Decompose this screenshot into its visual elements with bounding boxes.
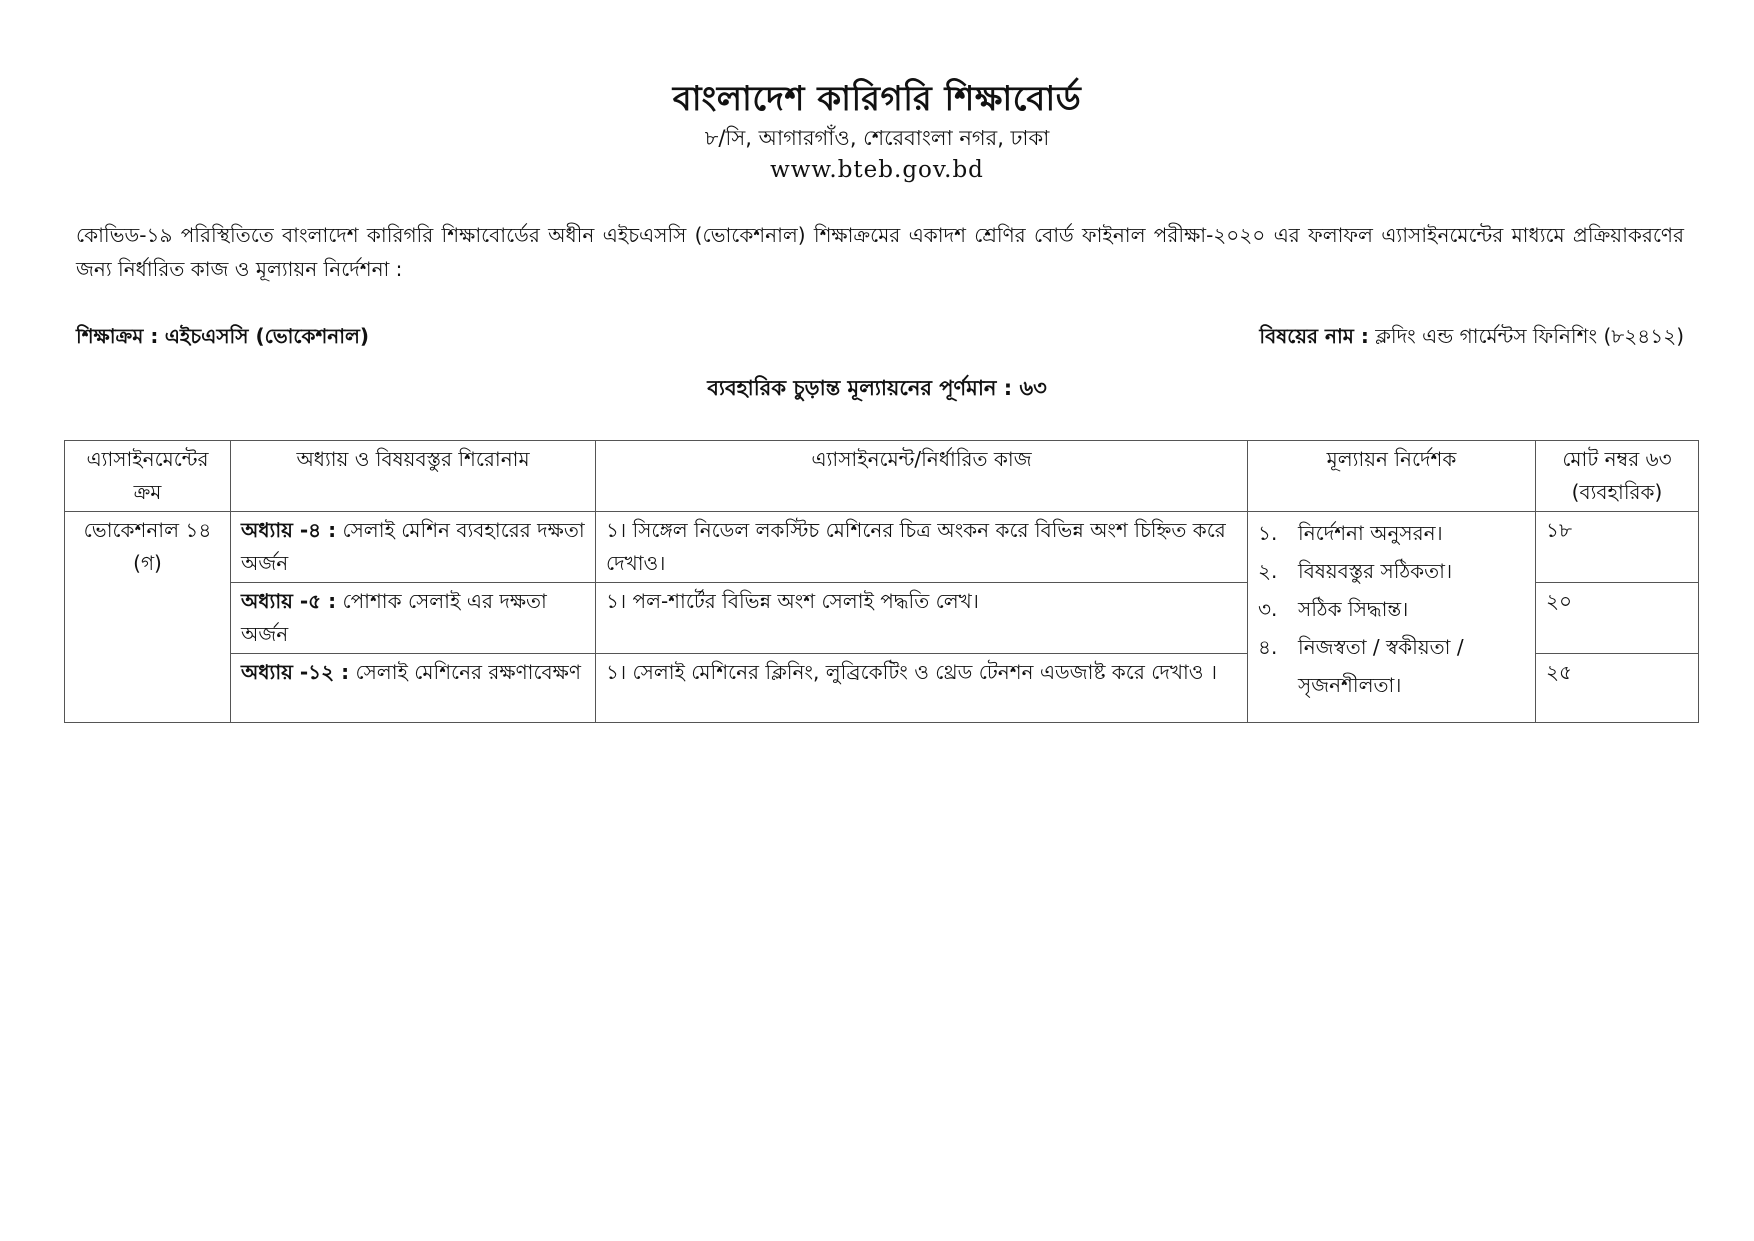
subject-info xyxy=(1259,320,1684,352)
marks-cell: ২০ xyxy=(1536,583,1699,654)
list-item xyxy=(1258,590,1525,628)
intro-paragraph: কোভিড-১৯ পরিস্থিতিতে বাংলাদেশ কারিগরি শিক্ষাবোর্ডের অধীন এইচএসসি (ভোকেশনাল) শিক্ষাক্রমের একাদশ শ্রেণির বোর্ড ফাইনাল পরীক্ষা-২০২০ এর ফলাফল এ্যাসাইনমেন্টের মাধ্যমে প্রক্রিয়াকরণের জন্য নির্ধারিত কাজ ও মূল্যায়ন নির্দেশনা : xyxy=(76,223,1684,281)
document-header xyxy=(0,76,1754,186)
header-criteria: মূল্যায়ন নির্দেশক xyxy=(1248,441,1536,512)
chapter-label: অধ্যায় -১২ : xyxy=(241,660,350,684)
curriculum-info xyxy=(76,320,369,352)
criteria-text: সঠিক সিদ্ধান্ত। xyxy=(1298,597,1409,621)
marks-cell: ২৫ xyxy=(1536,654,1699,723)
criteria-number: ৪. xyxy=(1258,635,1278,659)
chapter-cell xyxy=(231,512,596,583)
header-serial: এ্যাসাইনমেন্টের ক্রম xyxy=(65,441,231,512)
list-item xyxy=(1258,552,1525,590)
criteria-number: ৩. xyxy=(1258,597,1278,621)
chapter-label: অধ্যায় -৪ : xyxy=(241,518,337,542)
list-item xyxy=(1258,628,1525,704)
criteria-cell xyxy=(1248,512,1536,723)
subject-value: ক্লদিং এন্ড গার্মেন্টস ফিনিশিং (৮২৪১২) xyxy=(1375,324,1684,348)
criteria-number: ২. xyxy=(1258,559,1278,583)
org-address: ৮/সি, আগারগাঁও, শেরেবাংলা নগর, ঢাকা xyxy=(704,126,1050,150)
chapter-label: অধ্যায় -৫ : xyxy=(241,589,337,613)
org-website: www.bteb.gov.bd xyxy=(770,157,984,183)
marks-cell: ১৮ xyxy=(1536,512,1699,583)
curriculum-value: এইচএসসি (ভোকেশনাল) xyxy=(164,324,370,348)
header-marks: মোট নম্বর ৬৩ (ব্যবহারিক) xyxy=(1536,441,1699,512)
task-cell: ১। সেলাই মেশিনের ক্লিনিং, লুব্রিকেটিং ও থ্রেড টেনশন এডজাষ্ট করে দেখাও । xyxy=(596,654,1248,723)
org-name: বাংলাদেশ কারিগরি শিক্ষাবোর্ড xyxy=(672,79,1082,119)
criteria-text: নিজস্বতা / স্বকীয়তা / সৃজনশীলতা। xyxy=(1298,635,1464,697)
serial-cell: ভোকেশনাল ১৪ (গ) xyxy=(65,512,231,723)
table-header-row xyxy=(65,441,1699,512)
chapter-title: সেলাই মেশিনের রক্ষণাবেক্ষণ xyxy=(355,660,581,684)
table-row xyxy=(65,512,1699,583)
criteria-number: ১. xyxy=(1258,521,1278,545)
chapter-cell xyxy=(231,583,596,654)
full-marks-heading: ব্যবহারিক চুড়ান্ত মূল্যায়নের পূর্ণমান : ৬৩ xyxy=(707,376,1047,400)
chapter-title: সেলাই মেশিন ব্যবহারের দক্ষতা অর্জন xyxy=(241,518,585,575)
task-cell: ১। সিঙ্গেল নিডেল লকস্টিচ মেশিনের চিত্র অংকন করে বিভিন্ন অংশ চিহ্নিত করে দেখাও। xyxy=(596,512,1248,583)
criteria-text: নির্দেশনা অনুসরন। xyxy=(1298,521,1443,545)
header-chapter: অধ্যায় ও বিষয়বস্তুর শিরোনাম xyxy=(231,441,596,512)
meta-row xyxy=(76,320,1684,352)
chapter-cell xyxy=(231,654,596,723)
list-item xyxy=(1258,514,1525,552)
subject-label: বিষয়ের নাম : xyxy=(1259,324,1369,348)
chapter-title: পোশাক সেলাই এর দক্ষতা অর্জন xyxy=(241,589,547,646)
criteria-text: বিষয়বস্তুর সঠিকতা। xyxy=(1298,559,1453,583)
task-cell: ১। পল-শার্টের বিভিন্ন অংশ সেলাই পদ্ধতি লেখ। xyxy=(596,583,1248,654)
assignment-table xyxy=(64,440,1699,723)
header-task: এ্যাসাইনমেন্ট/নির্ধারিত কাজ xyxy=(596,441,1248,512)
criteria-list xyxy=(1258,514,1525,704)
curriculum-label: শিক্ষাক্রম : xyxy=(76,324,159,348)
